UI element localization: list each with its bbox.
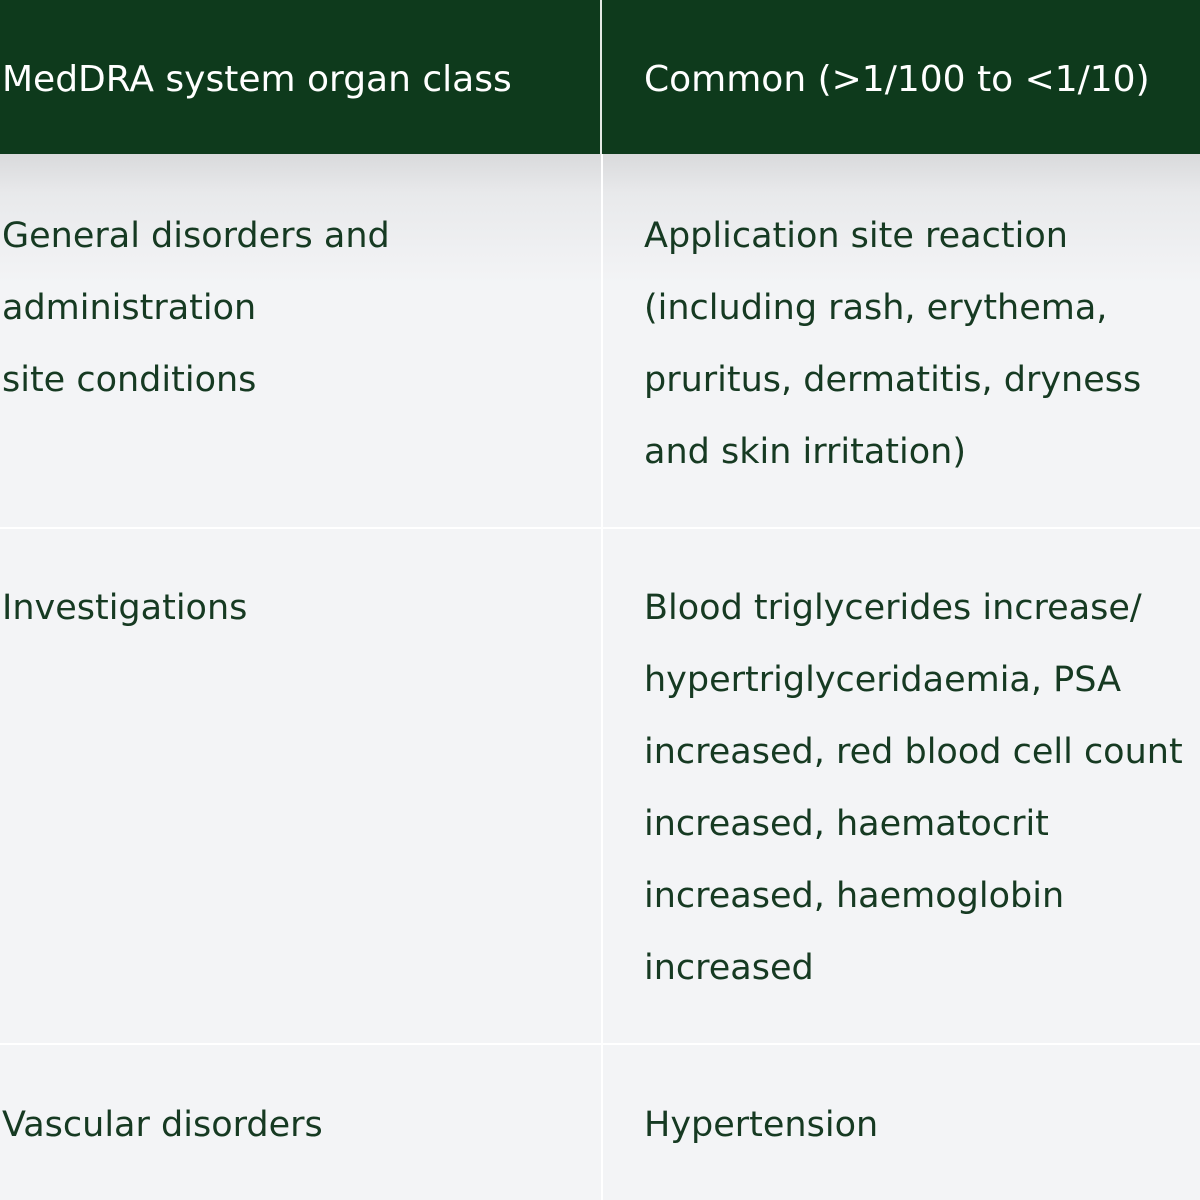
table-row-investigations-common (644, 572, 1183, 1004)
table-row-general-disorders-common (644, 200, 1141, 488)
cell-text-line: increased (644, 948, 814, 988)
header-column-divider (600, 0, 602, 154)
table-row-vascular-disorders-organ-class (2, 1089, 323, 1161)
cell-text-line: Investigations (2, 588, 248, 628)
cell-text-line: increased, haematocrit (644, 804, 1049, 844)
cell-text-line: Vascular disorders (2, 1105, 323, 1145)
table-row-investigations-organ-class (2, 572, 247, 644)
header-common-frequency: Common (>1/100 to <1/10) (644, 59, 1150, 100)
cell-text-line: increased, haemoglobin (644, 876, 1065, 916)
cell-text-line: and skin irritation) (644, 432, 966, 472)
header-organ-class: MedDRA system organ class (2, 59, 512, 100)
row-divider (0, 1043, 1200, 1045)
cell-text-line: increased, red blood cell count (644, 732, 1183, 772)
table-header (0, 0, 1200, 154)
table-row-general-disorders-organ-class (2, 200, 390, 416)
cell-text-line: General disorders and (2, 216, 390, 256)
table-row-vascular-disorders-common (644, 1089, 878, 1161)
row-divider (0, 527, 1200, 529)
cell-text-line: Blood triglycerides increase/ (644, 588, 1142, 628)
cell-text-line: administration (2, 288, 257, 328)
cell-text-line: hypertriglyceridaemia, PSA (644, 660, 1122, 700)
cell-text-line: (including rash, erythema, (644, 288, 1108, 328)
cell-text-line: Application site reaction (644, 216, 1068, 256)
cell-text-line: Hypertension (644, 1105, 879, 1145)
cell-text-line: site conditions (2, 360, 257, 400)
cell-text-line: pruritus, dermatitis, dryness (644, 360, 1142, 400)
